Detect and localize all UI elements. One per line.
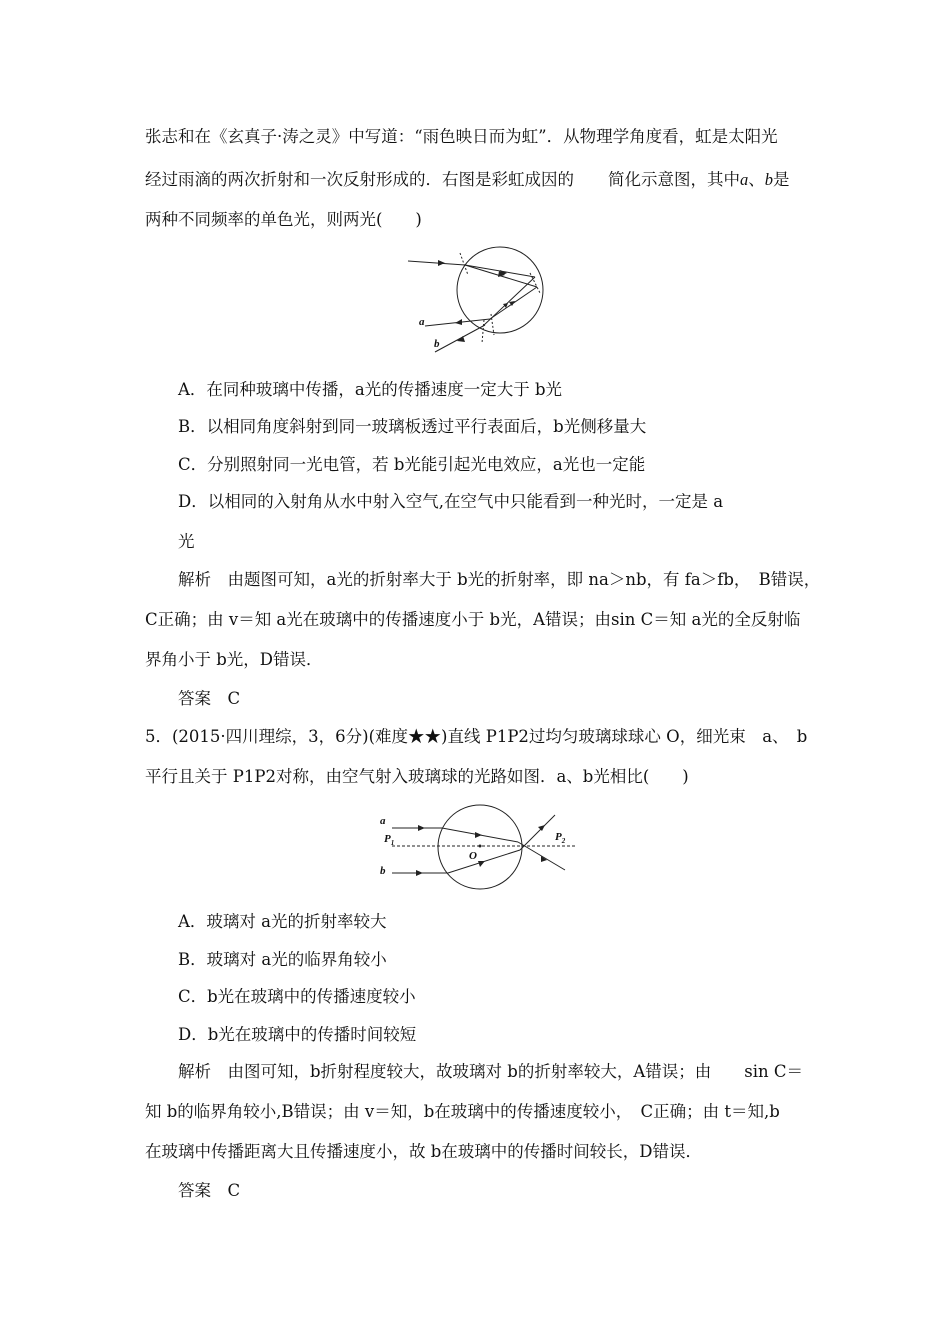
q5-option-b: B．玻璃对 a光的临界角较小	[178, 950, 387, 969]
fig2-label-a: a	[380, 815, 386, 827]
fig2-label-p2: $P_2$	[555, 831, 566, 845]
glass-sphere-diagram	[375, 802, 580, 897]
raindrop-circle	[457, 247, 543, 333]
q5-option-a: A．玻璃对 a光的折射率较大	[178, 912, 387, 931]
q4-option-d: D．以相同的入射角从水中射入空气,在空气中只能看到一种光时，一定是 a	[178, 492, 724, 511]
rainbow-diagram	[405, 245, 565, 360]
fig2-label-p1: $P_1$	[384, 833, 395, 847]
q4-stem-line-1: 张志和在《玄真子·涛之灵》中写道：“雨色映日而为虹”．从物理学角度看，虹是太阳光	[145, 127, 778, 146]
q4-option-c: C．分别照射同一光电管，若 b光能引起光电效应，a光也一定能	[178, 455, 646, 474]
q5-analysis-line-3: 在玻璃中传播距离大且传播速度小，故 b在玻璃中的传播时间较长，D错误．	[145, 1142, 703, 1161]
q5-analysis-line-1: 解析 由图可知，b折射程度较大，故玻璃对 b的折射率较大，A错误；由 sin C＝	[178, 1062, 804, 1081]
q4-analysis-line-3: 界角小于 b光，D错误．	[145, 650, 323, 669]
q5-option-d: D．b光在玻璃中的传播时间较短	[178, 1025, 417, 1044]
q4-answer: 答案 C	[178, 689, 241, 708]
q5-option-c: C．b光在玻璃中的传播速度较小	[178, 987, 416, 1006]
q5-answer: 答案 C	[178, 1181, 241, 1200]
q4-option-b: B．以相同角度斜射到同一玻璃板透过平行表面后，b光侧移量大	[178, 417, 647, 436]
q5-stem-line-1: 5．(2015·四川理综，3，6分)(难度★★)直线 P1P2过均匀玻璃球球心 O，细光束 a、 b	[145, 727, 808, 746]
q4-analysis-line-2: C正确；由 v＝知 a光在玻璃中的传播速度小于 b光，A错误；由sin C＝知 a光的全反射临	[145, 610, 801, 629]
fig2-label-b: b	[380, 865, 386, 877]
q4-option-a: A．在同种玻璃中传播，a光的传播速度一定大于 b光	[178, 380, 563, 399]
q5-analysis-line-2: 知 b的临界角较小,B错误；由 v＝知，b在玻璃中的传播速度较小， C正确；由 t＝知,b	[145, 1102, 780, 1121]
fig1-label-b: b	[434, 338, 440, 350]
fig2-label-o: O	[469, 850, 477, 862]
q4-option-d-cont: 光	[178, 532, 195, 551]
q4-stem-line-3: 两种不同频率的单色光，则两光( )	[145, 210, 422, 229]
q5-stem-line-2: 平行且关于 P1P2对称，由空气射入玻璃球的光路如图．a、b光相比( )	[145, 767, 689, 786]
q4-analysis-line-1: 解析 由题图可知，a光的折射率大于 b光的折射率，即 na＞nb，有 fa＞fb， B错误，	[178, 570, 821, 589]
fig1-label-a: a	[419, 316, 425, 328]
q4-stem-line-2: 经过雨滴的两次折射和一次反射形成的．右图是彩虹成因的 简化示意图，其中a、b是	[145, 170, 790, 189]
